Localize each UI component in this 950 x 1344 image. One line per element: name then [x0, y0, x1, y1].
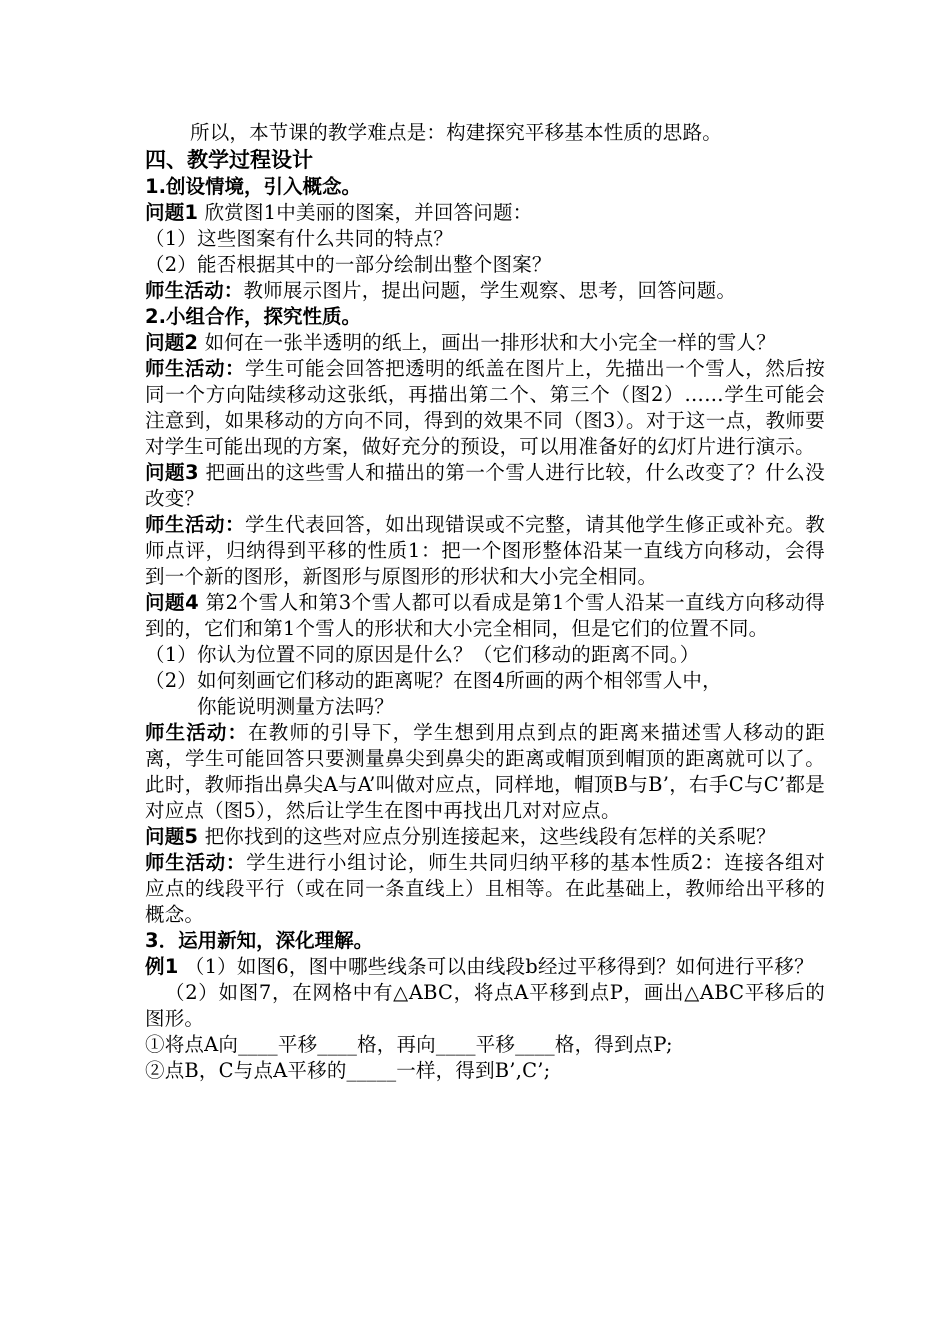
question-1: [145, 200, 825, 226]
activity-tag: 师生活动：: [145, 279, 244, 302]
question-4-item-2: （2）如何刻画它们移动的距离呢？在图4所画的两个相邻雪人中，: [145, 669, 722, 692]
question-5-tag: 问题5: [145, 825, 199, 848]
question-5-text: 把你找到的这些对应点分别连接起来，这些线段有怎样的关系呢？: [198, 825, 776, 848]
document-page: [145, 120, 825, 1084]
activity-1-text: 教师展示图片，提出问题，学生观察、思考，回答问题。: [243, 279, 737, 302]
step-2: ②点B，C与点A平移的_____一样，得到B’,C’;: [145, 1059, 551, 1082]
activity-4: [145, 720, 825, 824]
activity-2: [145, 356, 825, 460]
intro-paragraph: 所以，本节课的教学难点是：构建探究平移基本性质的思路。: [190, 121, 722, 144]
question-3-tag: 问题3: [145, 461, 199, 484]
activity-tag: 师生活动：: [145, 721, 249, 744]
question-1-item-2: （2）能否根据其中的一部分绘制出整个图案？: [145, 253, 552, 276]
example-1: [145, 954, 825, 980]
activity-3: [145, 512, 825, 590]
example-1-text: （1）如图6，图中哪些线条可以由线段b经过平移得到？如何进行平移？: [178, 955, 814, 978]
question-2-tag: 问题2: [145, 331, 199, 354]
question-4: [145, 590, 825, 642]
question-1-text: 欣赏图1中美丽的图案，并回答问题：: [198, 201, 533, 224]
question-3-text: 把画出的这些雪人和描出的第一个雪人进行比较，什么改变了？什么没改变？: [145, 461, 825, 510]
question-4-tag: 问题4: [145, 591, 199, 614]
activity-tag: 师生活动：: [145, 513, 246, 536]
section-heading: 四、教学过程设计: [145, 148, 313, 172]
activity-5-text: 学生进行小组讨论，师生共同归纳平移的基本性质2：连接各组对应点的线段平行（或在同一条直线上）且相等。在此基础上，教师给出平移的概念。: [145, 851, 825, 926]
subsection-heading-3: 3．运用新知，深化理解。: [145, 929, 374, 952]
question-1-item-1: （1）这些图案有什么共同的特点？: [145, 227, 454, 250]
question-2: [145, 330, 825, 356]
question-4-text: 第2个雪人和第3个雪人都可以看成是第1个雪人沿某一直线方向移动得到的，它们和第1个雪人的形状和大小完全相同，但是它们的位置不同。: [145, 591, 825, 640]
subsection-heading-1: 1.创设情境，引入概念。: [145, 175, 361, 198]
question-3: [145, 460, 825, 512]
question-4-item-1: （1）你认为位置不同的原因是什么？（它们移动的距离不同。）: [145, 643, 700, 666]
activity-3-text: 学生代表回答，如出现错误或不完整，请其他学生修正或补充。教师点评，归纳得到平移的性质1：把一个图形整体沿某一直线方向移动，会得到一个新的图形，新图形与原图形的形状和大小完全相同。: [145, 513, 825, 588]
subsection-heading-2: 2.小组合作，探究性质。: [145, 305, 361, 328]
example-1-tag: 例1: [145, 955, 179, 978]
activity-4-text: 在教师的引导下，学生想到用点到点的距离来描述雪人移动的距离，学生可能回答只要测量鼻尖到鼻尖的距离或帽顶到帽顶的距离就可以了。此时，教师指出鼻尖A与A’叫做对应点，同样地，帽顶B与B’，右手C与C’都是对应点（图5），然后让学生在图中再找出几对对应点。: [145, 721, 825, 822]
activity-5: [145, 850, 825, 928]
activity-2-text: 学生可能会回答把透明的纸盖在图片上，先描出一个雪人，然后按同一个方向陆续移动这张纸，再描出第二个、第三个（图2）……学生可能会注意到，如果移动的方向不同，得到的效果不同（图3）。对于这一点，教师要对学生可能出现的方案，做好充分的预设，可以用准备好的幻灯片进行演示。: [145, 357, 825, 458]
activity-tag: 师生活动：: [145, 851, 247, 874]
example-1-part-2: （2）如图7，在网格中有△ABC，将点A平移到点P，画出△ABC平移后的图形。: [145, 981, 825, 1030]
step-1: ①将点A向____平移____格，再向____平移____格，得到点P;: [145, 1033, 673, 1056]
question-4-item-2-continued: 你能说明测量方法吗？: [197, 695, 395, 718]
activity-tag: 师生活动：: [145, 357, 246, 380]
question-2-text: 如何在一张半透明的纸上，画出一排形状和大小完全一样的雪人？: [198, 331, 776, 354]
question-1-tag: 问题1: [145, 201, 199, 224]
activity-1: [145, 278, 825, 304]
question-5: [145, 824, 825, 850]
